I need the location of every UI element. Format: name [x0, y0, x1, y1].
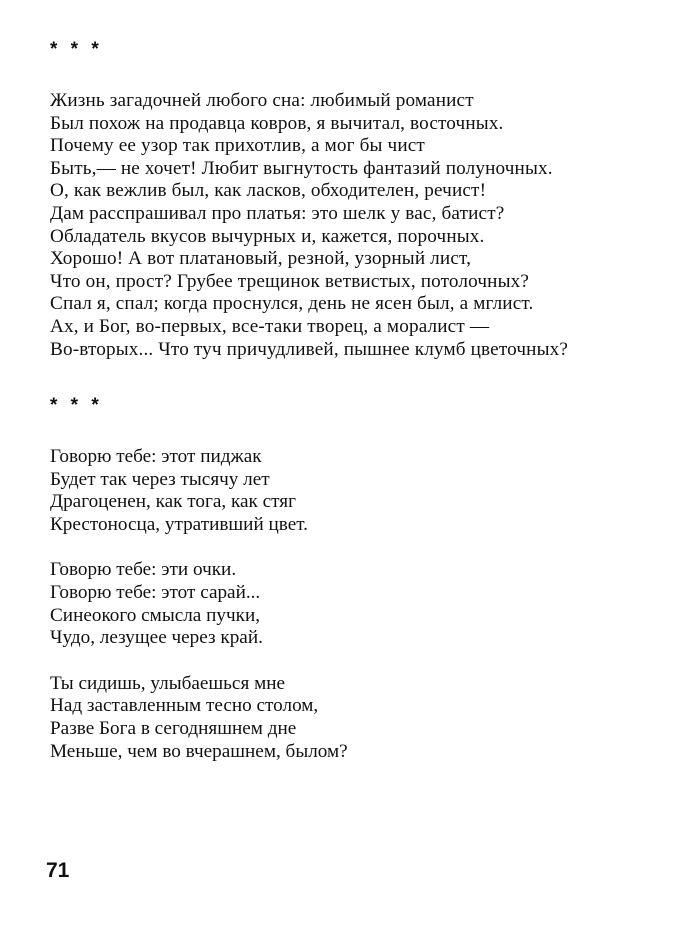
verse-line: Чудо, лезущее через край. [50, 627, 263, 649]
poem-separator: * * * [50, 395, 103, 416]
stanza [50, 559, 680, 649]
verse-line: Почему ее узор так прихотлив, а мог бы чист [50, 135, 425, 157]
verse-line: О, как вежлив был, как ласков, обходителен, речист! [50, 180, 487, 202]
poem-2 [50, 394, 680, 763]
verse-line: Ты сидишь, улыбаешься мне [50, 672, 285, 694]
verse-line: Что он, прост? Грубее трещинок ветвистых, потолочных? [50, 270, 530, 292]
verse-line: Жизнь загадочней любого сна: любимый романист [50, 90, 474, 111]
poem-1 [50, 38, 680, 361]
verse-line: Говорю тебе: эти очки. [50, 559, 237, 581]
verse-line: Ах, и Бог, во-первых, все-таки творец, а моралист — [50, 315, 490, 337]
page-number: 71 [46, 859, 70, 882]
verse-line: Крестоносца, утративший цвет. [50, 513, 308, 535]
verse-line: Дам расспрашивал про платья: это шелк у вас, батист? [50, 202, 505, 224]
verse-line: Разве Бога в сегодняшнем дне [50, 717, 297, 739]
verse-line: Был похож на продавца ковров, я вычитал, восточных. [50, 112, 504, 134]
verse-line: Меньше, чем во вчерашнем, былом? [50, 740, 348, 762]
verse-line: Над заставленным тесно столом, [50, 695, 319, 717]
verse-line: Хорошо! А вот платановый, резной, узорный лист, [50, 248, 472, 270]
verse-line: Спал я, спал; когда проснулся, день не ясен был, а мглист. [50, 293, 534, 315]
verse-line: Драгоценен, как тога, как стяг [50, 491, 296, 513]
verse-line: Синеокого смысла пучки, [50, 604, 261, 626]
stanza [50, 673, 680, 763]
poem-separator: * * * [50, 39, 103, 60]
verse-line: Быть,— не хочет! Любит выгнутость фантазий полуночных. [50, 157, 553, 179]
stanza [50, 446, 680, 536]
verse-line: Будет так через тысячу лет [50, 468, 270, 490]
verse-line: Обладатель вкусов вычурных и, кажется, порочных. [50, 225, 485, 247]
verse-line: Во-вторых... Что туч причудливей, пышнее клумб цветочных? [50, 338, 569, 360]
stanza [50, 90, 680, 361]
verse-line: Говорю тебе: этот пиджак [50, 446, 262, 467]
verse-line: Говорю тебе: этот сарай... [50, 581, 261, 603]
